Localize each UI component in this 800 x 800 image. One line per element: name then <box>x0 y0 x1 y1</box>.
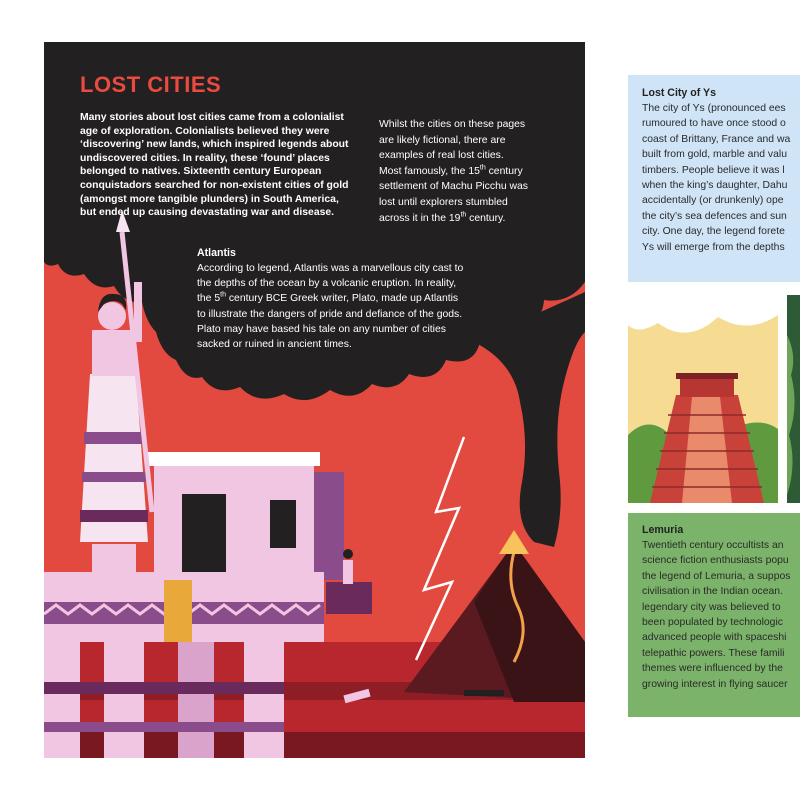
ordinal-suffix: th <box>220 291 226 299</box>
lemuria-heading: Lemuria <box>642 524 684 536</box>
lemuria-line: advanced people with spaceshi <box>642 632 787 644</box>
column-3 <box>178 642 214 758</box>
note-text: century. <box>466 212 506 224</box>
note-line: settlement of Machu Picchu was <box>379 181 529 193</box>
debris-2 <box>464 690 504 696</box>
lemuria-line: growing interest in flying saucer <box>642 678 788 690</box>
atlantis-line: sacked or ruined in ancient times. <box>197 339 352 351</box>
ys-line: timbers. People believe it was l <box>642 164 785 176</box>
intro-line: (amongst more tangible plunders) in South America, <box>80 193 339 205</box>
note-line: lost until explorers stumbled <box>379 196 508 208</box>
atlantis-text: century BCE Greek writer, Plato, made up Atlantis <box>225 293 459 305</box>
ys-paragraph <box>642 101 800 255</box>
jungle-illustration <box>787 295 800 503</box>
ys-line: Ys will emerge from the depths <box>642 241 785 253</box>
note-line <box>379 164 554 180</box>
column-band-2 <box>44 722 284 732</box>
atlantis-line <box>197 291 527 306</box>
statue-stripe-2 <box>82 472 146 482</box>
pyramid-top-roof <box>676 373 738 379</box>
lemuria-info-box <box>628 513 800 717</box>
note-text: century <box>485 165 523 177</box>
atlantis-page <box>44 42 585 758</box>
intro-line: undiscovered cities. In reality, these ‘found’ places <box>80 152 330 164</box>
ys-line: The city of Ys (pronounced ees <box>642 103 786 114</box>
pyramid-top <box>680 377 734 397</box>
ys-line: coast of Brittany, France and wa <box>642 133 791 145</box>
lemuria-paragraph <box>642 538 800 692</box>
pointing-figure-head <box>343 549 353 559</box>
atlantis-text: the 5 <box>197 293 221 305</box>
atlantis-line: to illustrate the dangers of pride and defiance of the gods. <box>197 308 463 320</box>
statue-stripe-1 <box>84 432 144 444</box>
pointing-figure-body <box>343 560 353 584</box>
temple-side <box>314 472 344 580</box>
lemuria-line: Twentieth century occultists an <box>642 540 784 551</box>
ys-line: city. One day, the legend forete <box>642 226 785 238</box>
temple-door <box>182 494 226 580</box>
statue-stripe-3 <box>80 510 148 522</box>
atlantis-line: According to legend, Atlantis was a marvellous city cast to <box>197 263 464 274</box>
pyramid-svg <box>628 295 778 503</box>
note-line <box>379 211 554 227</box>
note-line: examples of real lost cities. <box>379 150 504 162</box>
lemuria-line: legendary city was believed to <box>642 601 781 613</box>
atlantis-paragraph <box>197 261 527 352</box>
statue-torso <box>92 330 136 376</box>
balcony <box>326 582 372 614</box>
lemuria-line: been populated by technologic <box>642 617 783 629</box>
ys-line: the city’s sea defences and sun <box>642 210 787 222</box>
note-line: Whilst the cities on these pages <box>379 119 526 130</box>
hanging-rug <box>164 580 192 642</box>
page-title: LOST CITIES <box>80 72 222 97</box>
ordinal-suffix: th <box>460 211 467 219</box>
ys-line: rumoured to have once stood o <box>642 118 786 130</box>
atlantis-line: the depths of the ocean by a volcanic eruption. In reality, <box>197 278 457 290</box>
intro-line: belonged to natives. Sixteenth century European <box>80 166 322 178</box>
intro-line: ‘discovering’ new lands, which inspired legends about <box>80 139 349 151</box>
lemuria-line: science fiction enthusiasts popu <box>642 555 789 567</box>
intro-line: Many stories about lost cities came from a colonialist <box>80 112 344 123</box>
column-band <box>44 682 284 694</box>
intro-line: but ended up causing devastating war and disease. <box>80 207 335 219</box>
ys-line: accidentally (or drunkenly) ope <box>642 195 784 207</box>
note-text: Most famously, the 15 <box>379 165 480 177</box>
statue-base <box>92 544 136 572</box>
ys-info-box <box>628 75 800 282</box>
ys-heading: Lost City of Ys <box>642 87 716 99</box>
lemuria-line: the legend of Lemuria, a suppos <box>642 570 791 582</box>
temple-roof <box>148 452 320 466</box>
note-text: across it in the 19 <box>379 212 461 224</box>
intro-line: conquistadors searched for non-existent cities of gold <box>80 179 349 191</box>
ys-line: built from gold, marble and valu <box>642 149 787 161</box>
ordinal-suffix: th <box>479 164 486 172</box>
lemuria-line: telepathic powers. These famili <box>642 647 785 659</box>
lemuria-line: civilisation in the Indian ocean. <box>642 586 783 598</box>
note-line: are likely fictional, there are <box>379 134 506 146</box>
ys-line: when the king’s daughter, Dahu <box>642 180 788 192</box>
intro-paragraph <box>80 111 370 220</box>
intro-line: age of exploration. Colonialists believed they were <box>80 125 330 137</box>
machu-picchu-note <box>379 117 554 226</box>
column-2 <box>104 642 144 758</box>
atlantis-heading: Atlantis <box>197 247 236 259</box>
column-1 <box>44 642 80 758</box>
temple-window <box>270 500 296 548</box>
pyramid-illustration <box>628 295 778 503</box>
column-4 <box>244 642 284 758</box>
jungle-svg <box>787 295 800 503</box>
atlantis-line: Plato may have based his tale on any number of cities <box>197 323 446 335</box>
lemuria-line: themes were influenced by the <box>642 663 783 675</box>
